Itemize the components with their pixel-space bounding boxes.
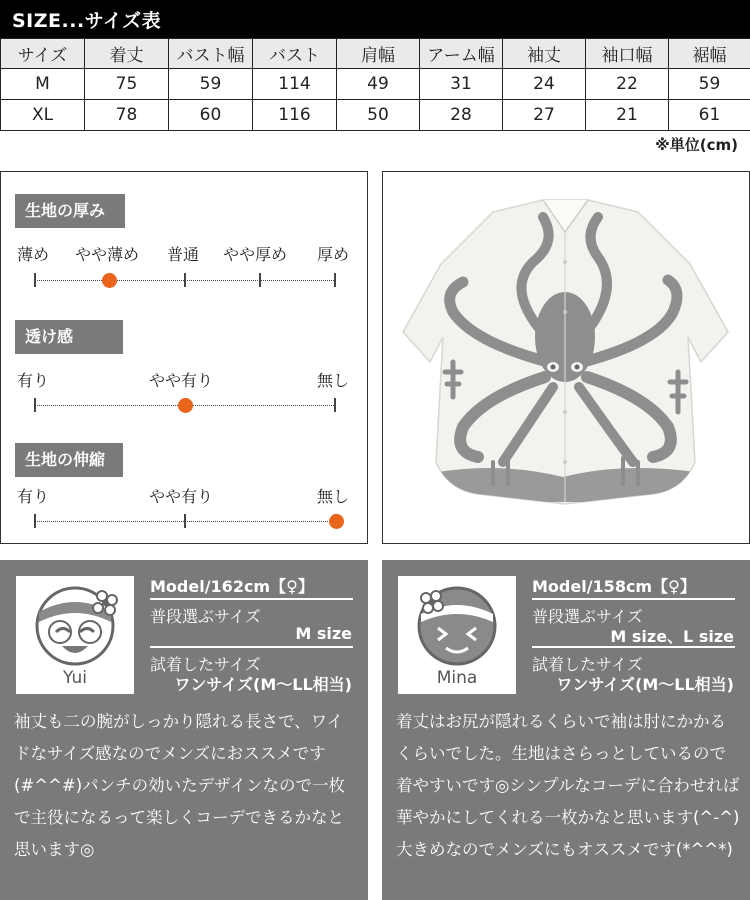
transparency-label: 無し: [317, 371, 350, 390]
usual-size-value: M size、L size: [610, 627, 734, 646]
table-cell: 31: [420, 69, 503, 100]
table-cell: 22: [586, 69, 669, 100]
scale-tick: [334, 398, 336, 412]
scale-tick: [184, 273, 186, 287]
divider: [532, 598, 735, 600]
column-header: 袖口幅: [586, 39, 669, 69]
thickness-label: やや厚め: [223, 245, 288, 264]
scale-tick: [259, 273, 261, 287]
table-cell: M: [1, 69, 85, 100]
transparency-marker: [178, 398, 193, 413]
table-cell: 50: [337, 100, 420, 131]
model-card-yui: [0, 560, 368, 900]
thickness-label: 普通: [167, 245, 200, 264]
avatar-name: Yui: [63, 668, 87, 688]
model-title: Model/158cm【♀】: [532, 577, 696, 596]
table-cell: 49: [337, 69, 420, 100]
transparency-label: やや有り: [149, 371, 214, 390]
table-cell: XL: [1, 100, 85, 131]
thickness-marker: [102, 273, 117, 288]
size-chart-title: SIZE...サイズ表: [12, 10, 162, 32]
usual-size-value: M size: [295, 624, 352, 643]
column-header: 肩幅: [337, 39, 420, 69]
tried-size-label: 試着したサイズ: [532, 655, 643, 674]
fabric-panel: [0, 171, 368, 544]
tried-size-value: ワンサイズ(M〜LL相当): [556, 675, 734, 694]
table-cell: 24: [503, 69, 586, 100]
stretch-label: 有り: [17, 487, 50, 506]
table-cell: 59: [169, 69, 253, 100]
scale-tick: [34, 273, 36, 287]
divider: [150, 646, 353, 648]
column-header: サイズ: [1, 39, 85, 69]
scale-tick: [34, 398, 36, 412]
octopus-shirt-image: [383, 172, 748, 542]
model-comment: 袖丈も二の腕がしっかり隠れる長さで、ワイドなサイズ感なのでメンズにおススメです(#^^#)パンチの効いたデザインなので一枚で主役になるって楽しくコーデできるかなと思います◎: [14, 712, 346, 859]
table-cell: 60: [169, 100, 253, 131]
stretch-label: やや有り: [149, 487, 214, 506]
column-header: バスト: [253, 39, 337, 69]
scale-tick: [334, 273, 336, 287]
stretch-label: 無し: [317, 487, 350, 506]
divider: [532, 646, 735, 648]
model-card-mina: [382, 560, 750, 900]
table-cell: 114: [253, 69, 337, 100]
usual-size-label: 普段選ぶサイズ: [532, 607, 643, 626]
avatar-face-icon: [398, 576, 516, 672]
model-title: Model/162cm【♀】: [150, 577, 314, 596]
transparency-tag: 透け感: [15, 320, 123, 354]
avatar: [398, 576, 516, 694]
table-cell: 61: [669, 100, 750, 131]
table-cell: 28: [420, 100, 503, 131]
size-table: [0, 38, 750, 131]
tried-size-value: ワンサイズ(M〜LL相当): [174, 675, 352, 694]
table-row: [1, 69, 750, 100]
thickness-label: 薄め: [17, 245, 50, 264]
unit-note: ※単位(cm): [655, 136, 738, 154]
thickness-label: 厚め: [317, 245, 350, 264]
scale-tick: [184, 514, 186, 528]
thickness-tag: 生地の厚み: [15, 194, 125, 228]
thickness-label: やや薄め: [75, 245, 140, 264]
avatar: [16, 576, 134, 694]
column-header: 袖丈: [503, 39, 586, 69]
table-cell: 59: [669, 69, 750, 100]
table-cell: 78: [85, 100, 169, 131]
usual-size-label: 普段選ぶサイズ: [150, 607, 261, 626]
tried-size-label: 試着したサイズ: [150, 655, 261, 674]
avatar-name: Mina: [436, 668, 478, 688]
column-header: アーム幅: [420, 39, 503, 69]
table-cell: 21: [586, 100, 669, 131]
product-photo-panel: [382, 171, 750, 544]
table-row: [1, 100, 750, 131]
column-header: 着丈: [85, 39, 169, 69]
stretch-marker: [329, 514, 344, 529]
table-cell: 116: [253, 100, 337, 131]
scale-tick: [34, 514, 36, 528]
transparency-label: 有り: [17, 371, 50, 390]
table-cell: 75: [85, 69, 169, 100]
table-header-row: [1, 39, 750, 69]
model-comment: 着丈はお尻が隠れるくらいで袖は肘にかかるくらいでした。生地はさらっとしているので着やすいです◎シンプルなコーデに合わせれば華やかにしてくれる一枚かなと思います(^-^)大きめなのでメンズにもオススメです(*^^*): [396, 712, 740, 859]
stretch-tag: 生地の伸縮: [15, 443, 123, 477]
table-cell: 27: [503, 100, 586, 131]
column-header: 裾幅: [669, 39, 750, 69]
avatar-face-icon: [16, 576, 134, 672]
column-header: バスト幅: [169, 39, 253, 69]
divider: [150, 598, 353, 600]
size-chart-header: [0, 0, 750, 38]
